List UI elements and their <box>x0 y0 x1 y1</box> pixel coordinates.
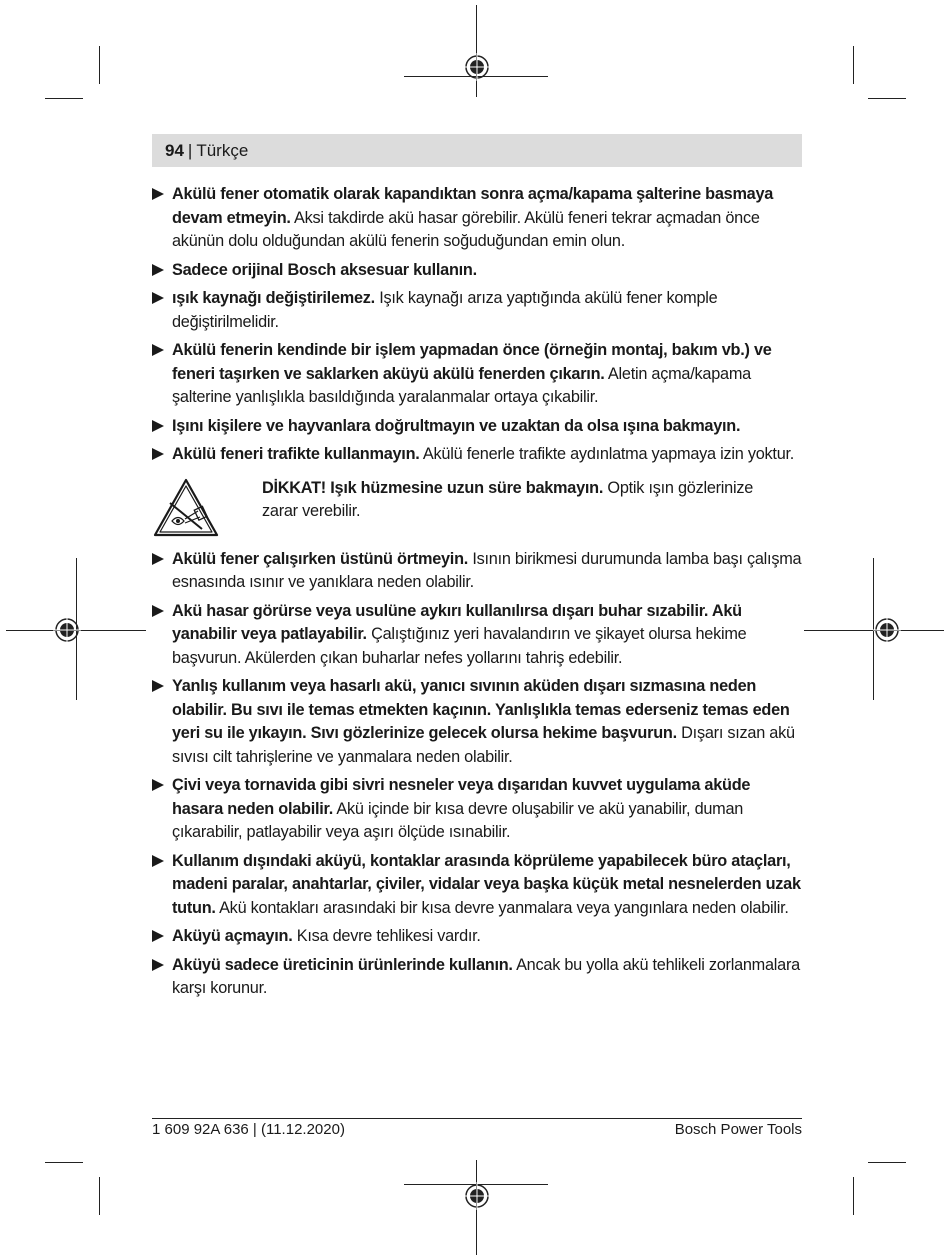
bullet-bold-text: ışık kaynağı değiştirilemez. <box>172 289 375 307</box>
bullet-text: Işık kaynağı arıza yaptığında akülü fener komple değiştirilmelidir. <box>172 289 718 331</box>
bullet-bold-text: Kullanım dışındaki aküyü, kontaklar arasında köprüleme yapabilecek büro ataçları, madeni paralar, anahtarlar, çiviler, vidalar veya başka küçük metal nesnelerden uzak tutun. <box>172 851 801 917</box>
safety-list-bottom <box>152 548 802 1001</box>
page-number: 94 <box>165 140 184 160</box>
bullet-bold-text: Akülü fenerin kendinde bir işlem yapmadan önce (örneğin montaj, bakım vb.) ve feneri taşırken ve saklarken aküyü akülü fenerden çıkarın. <box>172 341 772 383</box>
safety-instructions <box>152 183 802 1006</box>
bullet-bold-text: Akülü fener çalışırken üstünü örtmeyin. <box>172 549 469 568</box>
bullet-bold-text: Sadece orijinal Bosch aksesuar kullanın. <box>172 260 477 279</box>
bullet-bold-text: Işını kişilere ve hayvanlara doğrultmayın ve uzaktan da olsa ışına bakmayın. <box>172 416 741 435</box>
bullet-item <box>152 287 802 334</box>
bullet-item <box>152 443 802 467</box>
bullet-text: Aksi takdirde akü hasar görebilir. Akülü feneri tekrar açmadan önce akünün dolu olduğundan akülü fenerin soğuduğundan emin olun. <box>172 208 760 250</box>
registration-mark-icon <box>463 53 491 81</box>
bullet-item <box>152 415 802 439</box>
bullet-arrow-icon <box>152 448 164 460</box>
bullet-arrow-icon <box>152 779 164 791</box>
bullet-item <box>152 183 802 254</box>
bullet-item <box>152 675 802 769</box>
registration-mark-icon <box>873 616 901 644</box>
do-not-stare-into-light-warning-icon <box>152 477 220 539</box>
bullet-arrow-icon <box>152 680 164 692</box>
bullet-arrow-icon <box>152 959 164 971</box>
bullet-item <box>152 259 802 283</box>
bullet-item <box>152 774 802 845</box>
bullet-text: Akü kontakları arasındaki bir kısa devre yanmalara veya yangınlara neden olabilir. <box>215 898 789 917</box>
bullet-bold-text: Akü hasar görürse veya usulüne aykırı kullanılırsa dışarı buhar sızabilir. Akü yanabilir veya patlayabilir. <box>172 601 742 643</box>
bullet-item <box>152 850 802 921</box>
bullet-item <box>152 548 802 595</box>
bullet-arrow-icon <box>152 930 164 942</box>
warning-bold: DİKKAT! Işık hüzmesine uzun süre bakmayın. <box>262 478 604 497</box>
bullet-arrow-icon <box>152 855 164 867</box>
bullet-arrow-icon <box>152 553 164 565</box>
bullet-text: Akü içinde bir kısa devre oluşabilir ve akü yanabilir, duman çıkarabilir, patlayabilir veya aşırı ölçüde ısınabilir. <box>172 799 744 841</box>
section-language: Türkçe <box>196 140 249 160</box>
safety-list-top <box>152 183 802 467</box>
bullet-text: Kısa devre tehlikesi vardır. <box>292 927 481 945</box>
document-number: 1 609 92A 636 | (11.12.2020) <box>152 1121 345 1138</box>
bullet-arrow-icon <box>152 292 164 304</box>
bullet-text: Akülü fenerle trafikte aydınlatma yapmaya izin yoktur. <box>419 445 795 463</box>
bullet-text: Ancak bu yolla akü tehlikeli zorlanmalara karşı korunur. <box>172 955 800 997</box>
bullet-bold-text: Akülü feneri trafikte kullanmayın. <box>172 445 420 463</box>
page-header <box>152 134 802 167</box>
bullet-arrow-icon <box>152 264 164 276</box>
bullet-bold-text: Aküyü sadece üreticinin ürünlerinde kullanın. <box>172 955 513 974</box>
brand-name: Bosch Power Tools <box>674 1121 802 1138</box>
bullet-bold-text: Çivi veya tornavida gibi sivri nesneler veya dışarıdan kuvvet uygulama aküde hasara neden olabilir. <box>172 776 751 818</box>
bullet-bold-text: Akülü fener otomatik olarak kapandıktan sonra açma/kapama şalterine basmaya devam etmeyin. <box>172 185 774 227</box>
registration-mark-icon <box>53 616 81 644</box>
page-footer <box>152 1118 802 1138</box>
bullet-text: Çalıştığınız yeri havalandırın ve şikayet olursa hekime başvurun. Akülerden çıkan buharlar nefes yollarını tahriş edebilir. <box>172 625 747 667</box>
bullet-item <box>152 600 802 671</box>
bullet-arrow-icon <box>152 420 164 432</box>
bullet-item <box>152 925 802 949</box>
bullet-text: Dışarı sızan akü sıvısı cilt tahrişlerine ve yanmalara neden olabilir. <box>172 724 795 766</box>
bullet-item <box>152 954 802 1001</box>
bullet-item <box>152 339 802 410</box>
bullet-text: Isının birikmesi durumunda lamba başı çalışma esnasında ısınır ve yanıklara neden olabilir. <box>172 549 802 591</box>
bullet-arrow-icon <box>152 188 164 200</box>
bullet-text: Aletin açma/kapama şalterine yanlışlıkla basıldığında yaralanmalar ortaya çıkabilir. <box>172 364 751 406</box>
bullet-bold-text: Yanlış kullanım veya hasarlı akü, yanıcı sıvının aküden dışarı sızmasına neden olabilir. Bu sıvı ile temas etmekten kaçının. Yanlışlıkla temas ederseniz temas eden yeri su ile yıkayın. Sıvı gözlerinize gelecek olursa hekime başvurun. <box>172 677 790 742</box>
warning-detail: Optik ışın gözlerinize zarar verebilir. <box>262 478 754 520</box>
warning-box <box>152 477 802 541</box>
bullet-arrow-icon <box>152 605 164 617</box>
registration-mark-icon <box>463 1182 491 1210</box>
bullet-arrow-icon <box>152 344 164 356</box>
header-separator: | <box>187 140 193 160</box>
bullet-bold-text: Aküyü açmayın. <box>172 927 293 945</box>
warning-text <box>262 477 792 524</box>
